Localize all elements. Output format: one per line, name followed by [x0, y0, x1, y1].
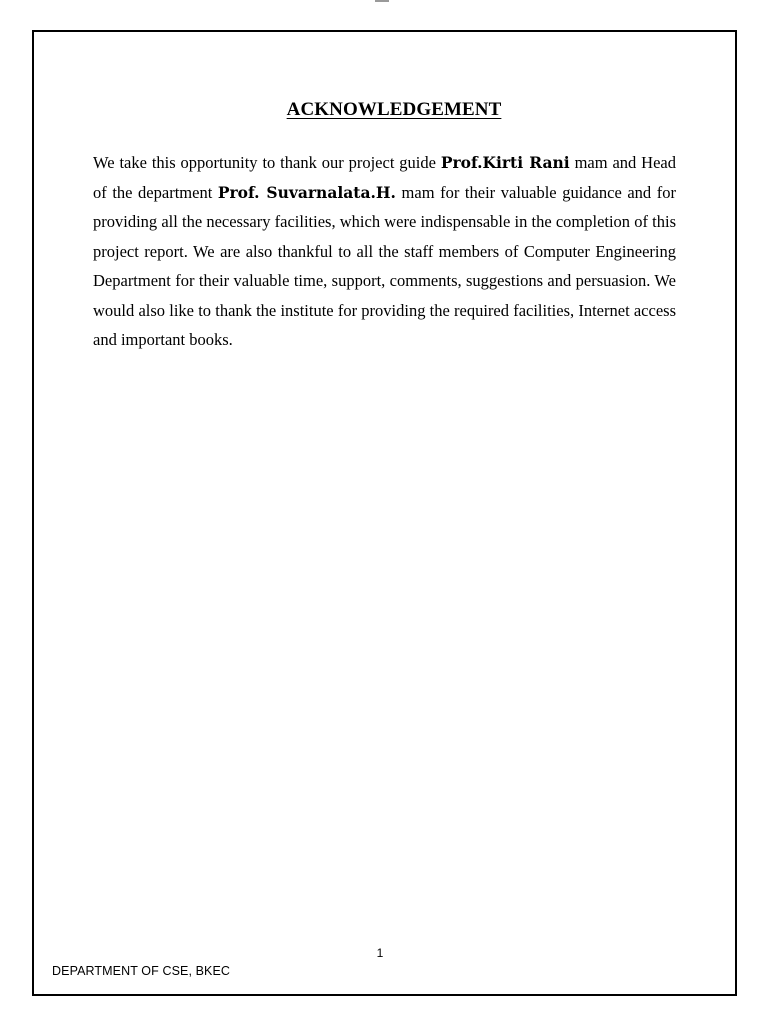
paragraph-intro: We take this opportunity to thank our project guide [93, 153, 441, 172]
footer-department: DEPARTMENT OF CSE, BKEC [52, 964, 231, 978]
page-top-mark [375, 0, 389, 2]
acknowledgement-paragraph [93, 148, 676, 355]
guide-name: Prof.Kirti Rani [440, 153, 570, 172]
page-number: 1 [376, 946, 384, 960]
document-title: ACKNOWLEDGEMENT [286, 98, 502, 120]
hod-name: Prof. Suvarnalata.H. [217, 182, 396, 202]
paragraph-after-guide: mam and Head of the department [93, 153, 676, 202]
paragraph-rest: mam for their valuable guidance and for providing all the necessary facilities, which were indispensable in the completion of this project report. We are also thankful to all the staff members of Computer Engineering Department for their valuable time, support, comments, suggestions and persuasion. We would also like to thank the institute for providing the required facilities, Internet access and important books. [93, 182, 676, 349]
